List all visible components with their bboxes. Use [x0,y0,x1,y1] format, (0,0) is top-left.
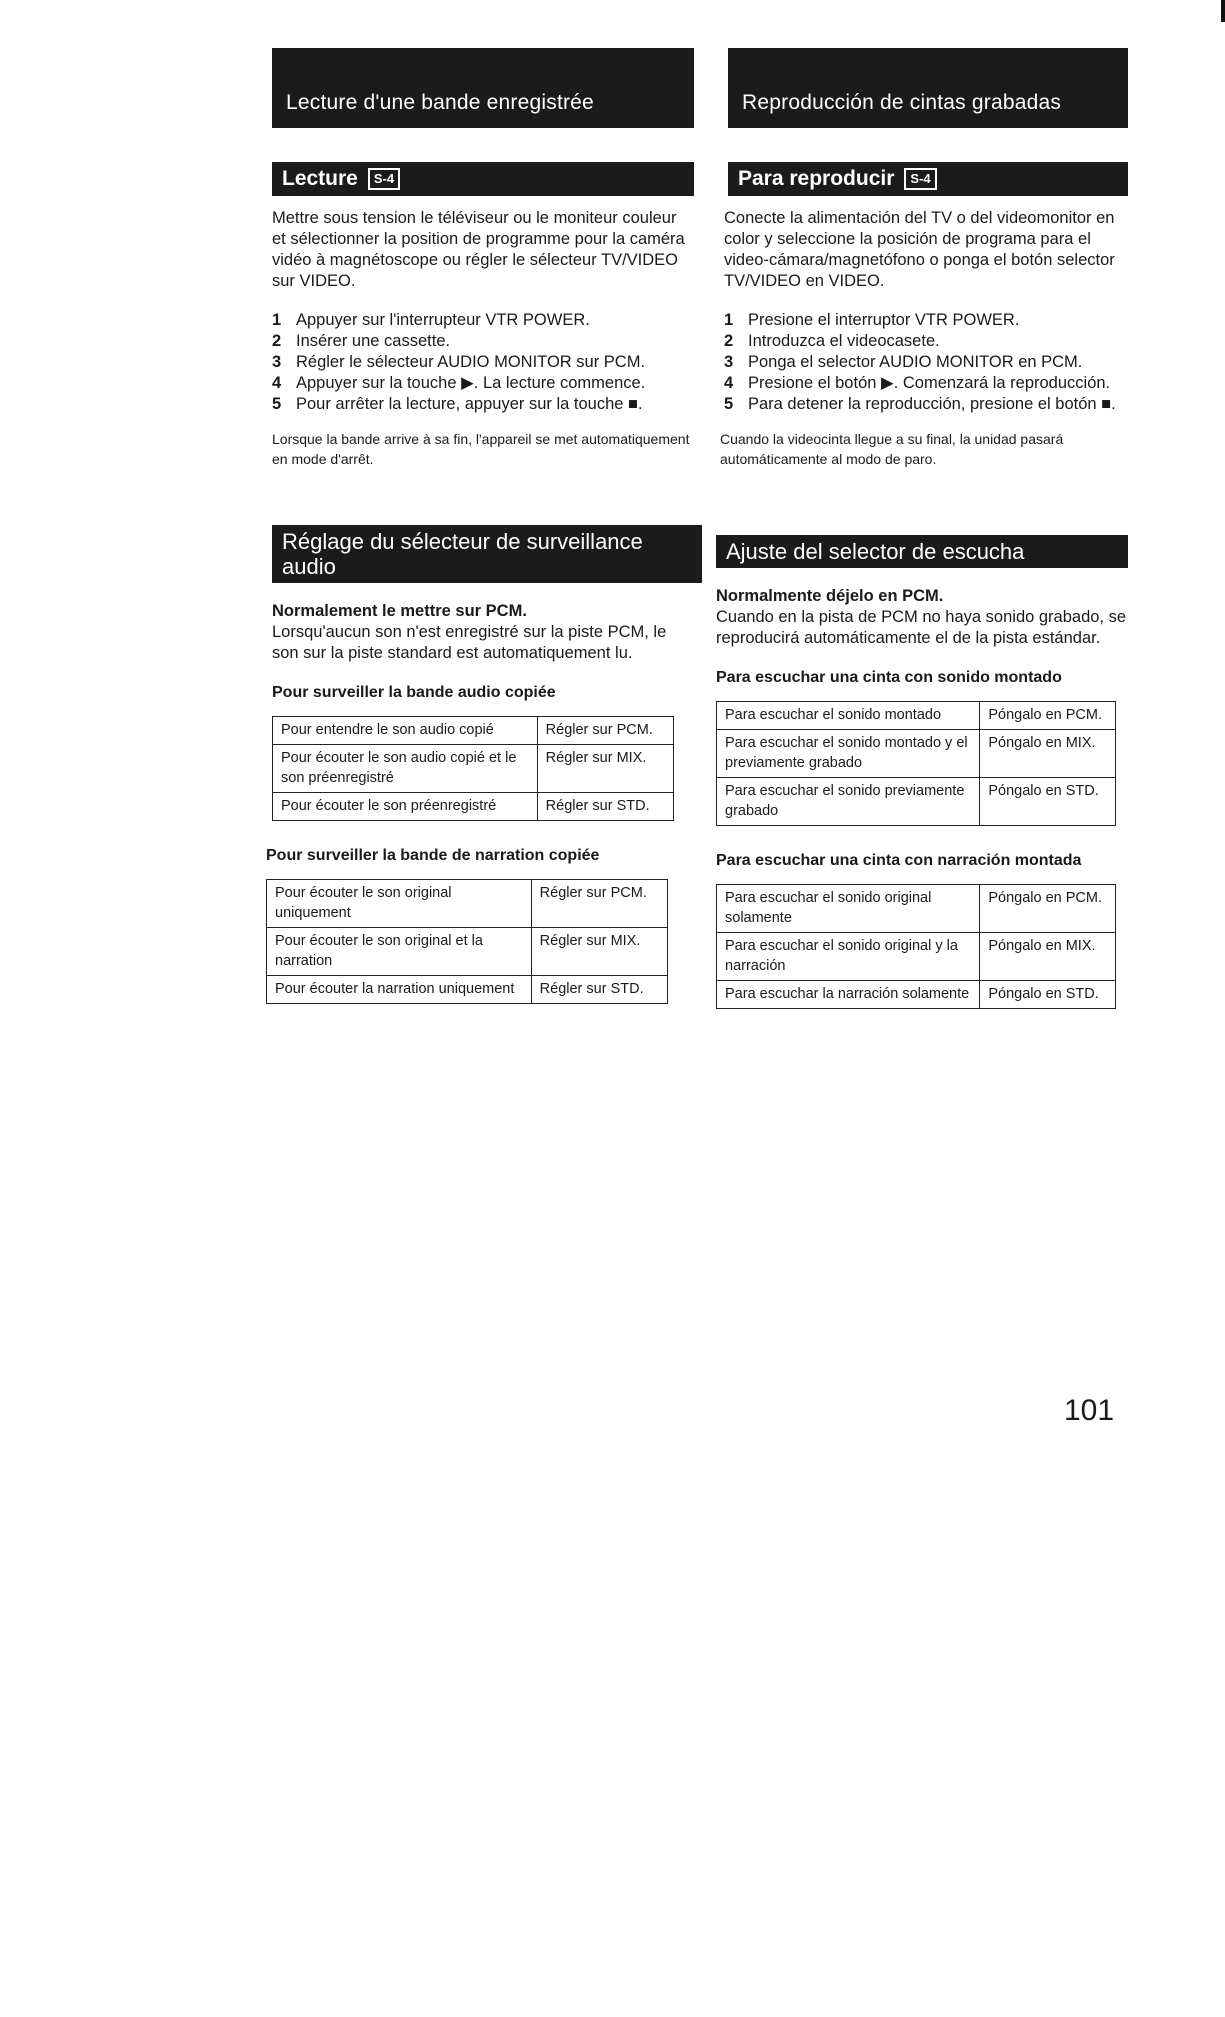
es-intro: Conecte la alimentación del TV o del videomonitor en color y seleccione la posición de programa para el video-cámara/magnetófono o ponga el botón selector TV/VIDEO en VIDEO. [724,209,1115,290]
fr-step: 3 Régler le sélecteur AUDIO MONITOR sur PCM. [272,353,646,371]
fr-normal-bold: Normalement le mettre sur PCM. [272,602,527,620]
es-normal-bold: Normalmente déjelo en PCM. [716,587,944,605]
fr-section-audio-title: Réglage du sélecteur de surveillance audio [282,529,643,579]
fr-step: 1 Appuyer sur l'interrupteur VTR POWER. [272,311,590,329]
table-row: Pour écouter le son original uniquement Régler sur PCM. [267,880,668,928]
es-subheading-narracion: Para escuchar una cinta con narración montada [716,852,1082,869]
es-chapter-title: Reproducción de cintas grabadas [742,91,1062,114]
fr-step: 5 Pour arrêter la lecture, appuyer sur la touche ■. [272,395,643,413]
es-step: 5 Para detener la reproducción, presione el botón ■. [724,395,1116,413]
es-table-narracion [716,884,1116,1009]
table-row: Pour écouter le son original et la narration Régler sur MIX. [267,928,668,976]
fr-steps [272,310,694,415]
fr-subheading-narration: Pour surveiller la bande de narration copiée [266,847,600,864]
page-edge-mark [1221,0,1225,22]
es-normal-text: Cuando en la pista de PCM no haya sonido grabado, se reproducirá automáticamente el de la pista estándar. [716,608,1127,647]
fr-subheading-audio: Pour surveiller la bande audio copiée [272,684,556,701]
fr-chapter-banner [272,48,694,128]
es-section-reproducir-header [728,162,1128,196]
spanish-column [716,48,1128,1009]
es-badge: S-4 [904,168,936,190]
table-row: Para escuchar el sonido previamente grabado Póngalo en STD. [717,778,1116,826]
fr-intro: Mettre sous tension le téléviseur ou le moniteur couleur et sélectionner la position de programme pour la caméra vidéo à magnétoscope ou régler le sélecteur TV/VIDEO sur VIDEO. [272,209,685,290]
fr-table-audio [272,716,674,821]
page-number: 101 [1064,1394,1115,1427]
fr-normal-text: Lorsqu'aucun son n'est enregistré sur la piste PCM, le son sur la piste standard est automatiquement lu. [272,623,667,662]
es-step: 4 Presione el botón ▶. Comenzará la reproducción. [724,374,1111,392]
es-chapter-banner [728,48,1128,128]
es-section-escucha-header [716,535,1128,568]
es-section-reproducir-title: Para reproducir [738,167,895,190]
fr-note: Lorsque la bande arrive à sa fin, l'appareil se met automatiquement en mode d'arrêt. [272,431,690,467]
table-row: Para escuchar el sonido montado y el previamente grabado Póngalo en MIX. [717,730,1116,778]
table-row: Pour écouter le son préenregistré Régler sur STD. [273,793,674,821]
fr-chapter-title: Lecture d'une bande enregistrée [286,91,594,114]
fr-step: 2 Insérer une cassette. [272,332,451,350]
fr-section-lecture-title: Lecture [282,167,358,190]
table-row: Para escuchar la narración solamente Póngalo en STD. [717,981,1116,1009]
fr-badge: S-4 [368,168,400,190]
table-row: Para escuchar el sonido original y la narración Póngalo en MIX. [717,933,1116,981]
es-step: 1 Presione el interruptor VTR POWER. [724,311,1020,329]
es-table-sonido [716,701,1116,826]
table-row: Pour entendre le son audio copié Régler sur PCM. [273,717,674,745]
es-step: 3 Ponga el selector AUDIO MONITOR en PCM. [724,353,1083,371]
es-steps [724,310,1128,415]
table-row: Pour écouter la narration uniquement Régler sur STD. [267,976,668,1004]
es-note: Cuando la videocinta llegue a su final, la unidad pasará automáticamente al modo de paro. [720,431,1064,467]
table-row: Para escuchar el sonido montado Póngalo en PCM. [717,702,1116,730]
fr-step: 4 Appuyer sur la touche ▶. La lecture commence. [272,374,646,392]
table-row: Para escuchar el sonido original solamente Póngalo en PCM. [717,885,1116,933]
fr-table-narration [266,879,668,1004]
es-step: 2 Introduzca el videocasete. [724,332,940,350]
fr-section-audio-header [272,525,702,583]
fr-section-lecture-header [272,162,694,196]
es-section-escucha-title: Ajuste del selector de escucha [726,539,1025,564]
french-column [266,48,694,1004]
es-subheading-sonido: Para escuchar una cinta con sonido montado [716,669,1062,686]
table-row: Pour écouter le son audio copié et le son préenregistré Régler sur MIX. [273,745,674,793]
